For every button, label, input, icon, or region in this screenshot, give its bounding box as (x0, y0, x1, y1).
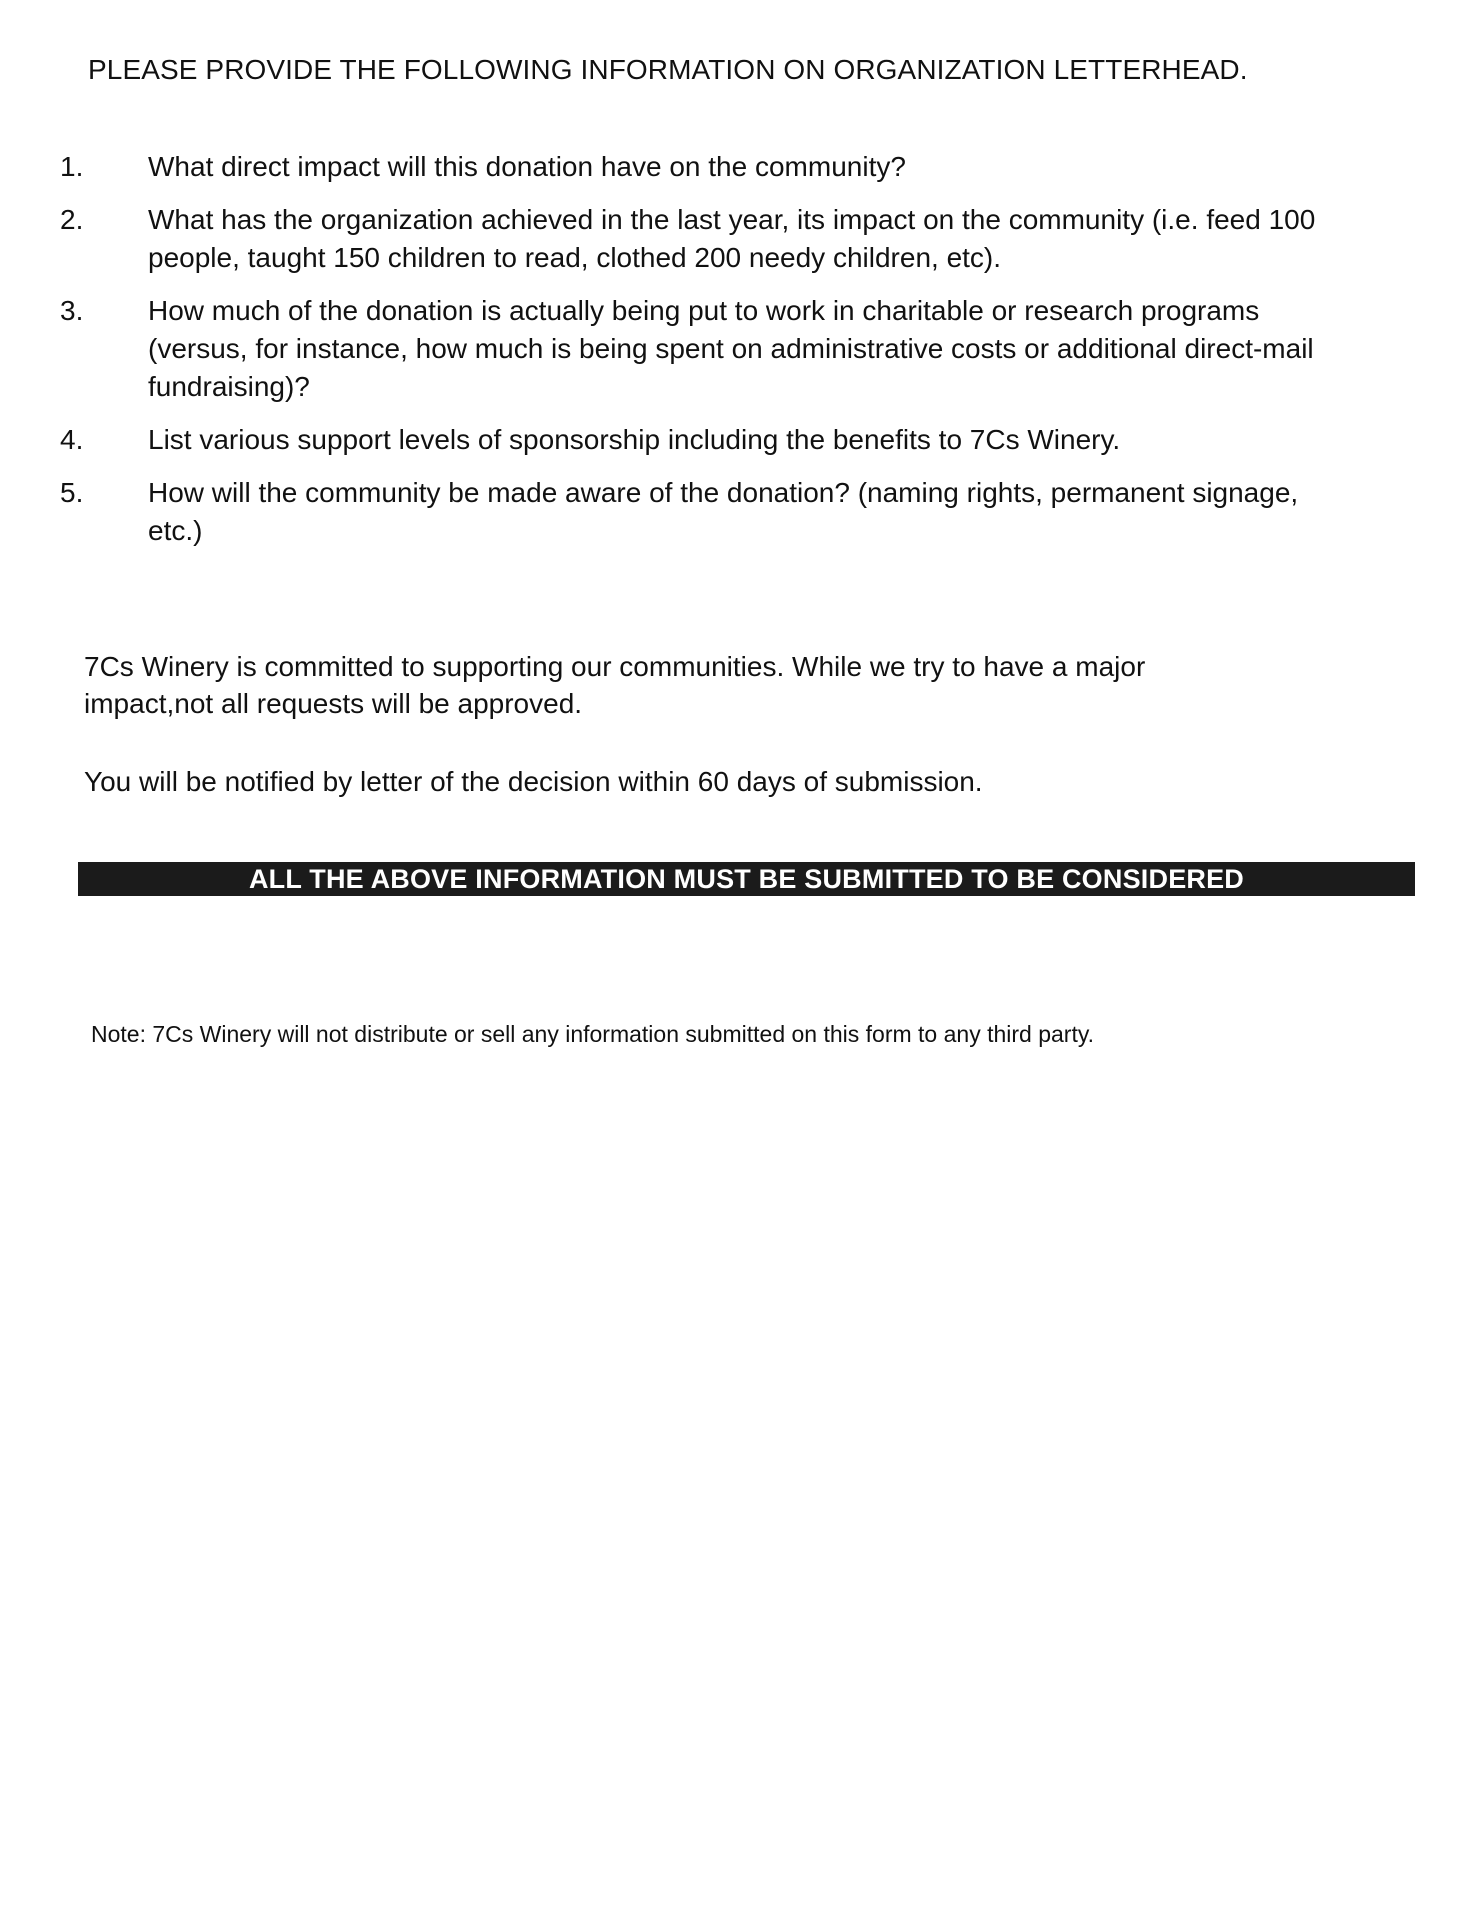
list-item-number: 5. (60, 477, 84, 508)
list-item-text: How will the community be made aware of the donation? (naming rights, permanent signage, etc.) (148, 477, 1299, 546)
list-item-text: What direct impact will this donation have on the community? (148, 151, 906, 182)
commitment-paragraph: 7Cs Winery is committed to supporting our communities. While we try to have a major impact,not all requests will be approved. (84, 651, 1146, 719)
question-list (60, 148, 1320, 565)
list-item (60, 148, 1320, 186)
list-item (60, 421, 1320, 459)
list-item-number: 1. (60, 151, 84, 182)
list-item-text: How much of the donation is actually being put to work in charitable or research programs (versus, for instance, how much is being spent on administrative costs or additional direct-mail fundraising)? (148, 295, 1314, 402)
list-item-number: 3. (60, 295, 84, 326)
page-heading: PLEASE PROVIDE THE FOLLOWING INFORMATION ON ORGANIZATION LETTERHEAD. (88, 54, 1248, 85)
list-item-text: What has the organization achieved in the last year, its impact on the community (i.e. feed 100 people, taught 150 children to read, clothed 200 needy children, etc). (148, 204, 1316, 273)
list-item-number: 4. (60, 424, 84, 455)
privacy-note: Note: 7Cs Winery will not distribute or sell any information submitted on this form to any third party. (91, 1021, 1095, 1047)
list-item (60, 292, 1320, 406)
submission-requirement-banner: ALL THE ABOVE INFORMATION MUST BE SUBMITTED TO BE CONSIDERED (78, 862, 1415, 896)
notification-paragraph: You will be notified by letter of the decision within 60 days of submission. (84, 766, 983, 797)
list-item (60, 474, 1320, 550)
list-item-number: 2. (60, 204, 84, 235)
list-item (60, 201, 1320, 277)
list-item-text: List various support levels of sponsorship including the benefits to 7Cs Winery. (148, 424, 1121, 455)
